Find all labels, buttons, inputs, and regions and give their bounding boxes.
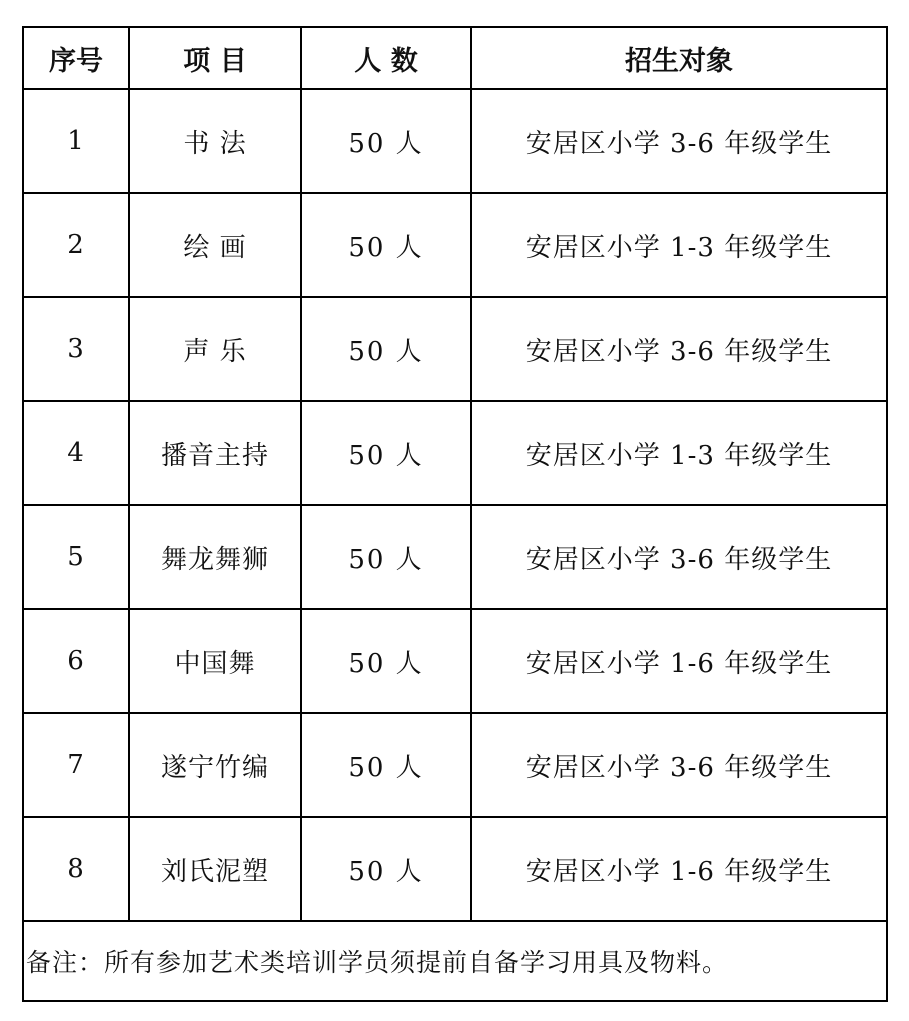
table-row	[23, 817, 887, 921]
table-row	[23, 505, 887, 609]
row-count: 50 人	[301, 89, 471, 193]
row-no: 5	[23, 505, 129, 609]
row-count: 50 人	[301, 193, 471, 297]
row-target: 安居区小学 1-3 年级学生	[471, 401, 887, 505]
table-note: 备注：所有参加艺术类培训学员须提前自备学习用具及物料。	[23, 921, 887, 1001]
table-row	[23, 89, 887, 193]
row-project: 播音主持	[129, 401, 301, 505]
table-row	[23, 609, 887, 713]
row-project: 中国舞	[129, 609, 301, 713]
row-no: 4	[23, 401, 129, 505]
row-no: 1	[23, 89, 129, 193]
row-project: 书 法	[129, 89, 301, 193]
table-row	[23, 297, 887, 401]
header-no: 序号	[23, 27, 129, 89]
row-target: 安居区小学 1-6 年级学生	[471, 817, 887, 921]
table-row	[23, 193, 887, 297]
row-project: 刘氏泥塑	[129, 817, 301, 921]
header-target: 招生对象	[471, 27, 887, 89]
row-target: 安居区小学 3-6 年级学生	[471, 297, 887, 401]
row-project: 遂宁竹编	[129, 713, 301, 817]
row-count: 50 人	[301, 505, 471, 609]
table-row	[23, 401, 887, 505]
row-target: 安居区小学 3-6 年级学生	[471, 713, 887, 817]
row-project: 绘 画	[129, 193, 301, 297]
table-header-row	[23, 27, 887, 89]
row-no: 6	[23, 609, 129, 713]
row-project: 舞龙舞狮	[129, 505, 301, 609]
row-no: 7	[23, 713, 129, 817]
row-no: 8	[23, 817, 129, 921]
enrollment-table	[22, 26, 888, 1002]
row-count: 50 人	[301, 817, 471, 921]
row-count: 50 人	[301, 297, 471, 401]
row-target: 安居区小学 1-3 年级学生	[471, 193, 887, 297]
row-no: 2	[23, 193, 129, 297]
note-row	[23, 921, 887, 1001]
row-project: 声 乐	[129, 297, 301, 401]
row-target: 安居区小学 1-6 年级学生	[471, 609, 887, 713]
row-no: 3	[23, 297, 129, 401]
row-count: 50 人	[301, 401, 471, 505]
header-project: 项 目	[129, 27, 301, 89]
header-count: 人 数	[301, 27, 471, 89]
table-row	[23, 713, 887, 817]
row-count: 50 人	[301, 609, 471, 713]
row-target: 安居区小学 3-6 年级学生	[471, 89, 887, 193]
row-target: 安居区小学 3-6 年级学生	[471, 505, 887, 609]
row-count: 50 人	[301, 713, 471, 817]
